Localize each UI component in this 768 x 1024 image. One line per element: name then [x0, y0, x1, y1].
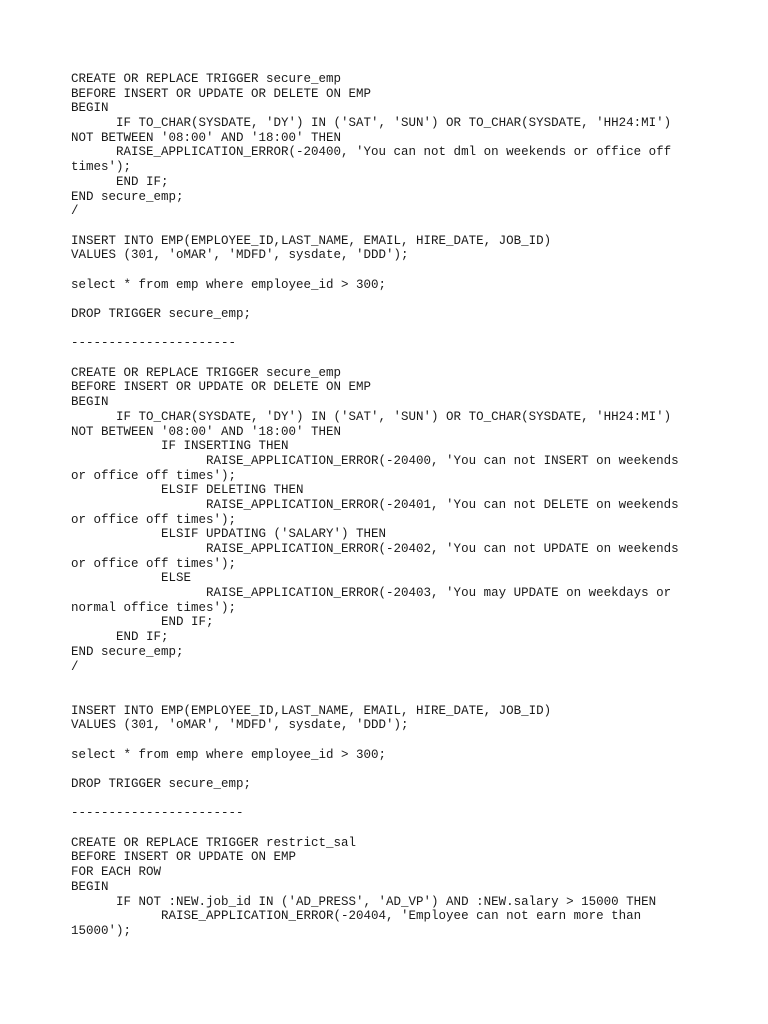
code-line: DROP TRIGGER secure_emp;: [71, 777, 252, 791]
code-line: /: [71, 659, 79, 674]
code-line: END IF;: [71, 615, 214, 630]
code-line: ELSE: [71, 571, 192, 586]
code-line: CREATE OR REPLACE TRIGGER secure_emp: [71, 365, 342, 380]
code-line: IF NOT :NEW.job_id IN ('AD_PRESS', 'AD_VP') AND :NEW.salary > 15000 THEN: [71, 894, 657, 909]
code-line: END IF;: [71, 630, 169, 645]
code-line: IF TO_CHAR(SYSDATE, 'DY') IN ('SAT', 'SUN') OR TO_CHAR(SYSDATE, 'HH24:MI'): [71, 409, 672, 424]
code-line: [71, 689, 711, 704]
code-line: -----------------------: [71, 806, 244, 821]
code-line: RAISE_APPLICATION_ERROR(-20400, 'You can not dml on weekends or office off: [71, 145, 672, 160]
code-line: NOT BETWEEN '08:00' AND '18:00' THEN: [71, 130, 342, 145]
code-line: BEFORE INSERT OR UPDATE ON EMP: [71, 850, 297, 865]
code-line: times');: [71, 160, 132, 175]
code-line: NOT BETWEEN '08:00' AND '18:00' THEN: [71, 424, 342, 439]
code-line: [71, 263, 711, 278]
code-line: [71, 821, 711, 836]
code-line: RAISE_APPLICATION_ERROR(-20404, 'Employee can not earn more than: [71, 909, 642, 924]
code-line: END IF;: [71, 174, 169, 189]
code-line: /: [71, 204, 79, 219]
code-line: RAISE_APPLICATION_ERROR(-20403, 'You may UPDATE on weekdays or: [71, 586, 672, 601]
code-line: [71, 733, 711, 748]
code-line: select * from emp where employee_id > 300;: [71, 747, 387, 762]
code-line: [71, 351, 711, 366]
code-line: ----------------------: [71, 336, 237, 351]
code-line: or office off times');: [71, 512, 237, 527]
code-line: BEGIN: [71, 101, 109, 116]
code-line: END secure_emp;: [71, 189, 184, 204]
code-line: normal office times');: [71, 600, 237, 615]
sql-code-block: [71, 72, 711, 939]
code-line: [71, 219, 711, 234]
code-line: VALUES (301, 'oMAR', 'MDFD', sysdate, 'DDD');: [71, 718, 409, 733]
code-line: [71, 674, 711, 689]
code-line: BEFORE INSERT OR UPDATE OR DELETE ON EMP: [71, 380, 372, 395]
code-line: [71, 762, 711, 777]
code-line: 15000');: [71, 923, 132, 938]
code-line: INSERT INTO EMP(EMPLOYEE_ID,LAST_NAME, EMAIL, HIRE_DATE, JOB_ID): [71, 703, 552, 718]
code-line: RAISE_APPLICATION_ERROR(-20401, 'You can not DELETE on weekends: [71, 497, 679, 512]
code-line: IF TO_CHAR(SYSDATE, 'DY') IN ('SAT', 'SUN') OR TO_CHAR(SYSDATE, 'HH24:MI'): [71, 116, 672, 131]
code-line: [71, 322, 711, 337]
code-line: IF INSERTING THEN: [71, 439, 289, 454]
code-line: CREATE OR REPLACE TRIGGER restrict_sal: [71, 835, 357, 850]
code-line: [71, 292, 711, 307]
code-line: or office off times');: [71, 556, 237, 571]
code-line: RAISE_APPLICATION_ERROR(-20400, 'You can not INSERT on weekends: [71, 453, 679, 468]
code-line: FOR EACH ROW: [71, 865, 162, 880]
code-line: BEFORE INSERT OR UPDATE OR DELETE ON EMP: [71, 86, 372, 101]
code-line: BEGIN: [71, 879, 109, 894]
code-line: DROP TRIGGER secure_emp;: [71, 307, 252, 321]
code-line: ELSIF UPDATING ('SALARY') THEN: [71, 527, 387, 542]
code-line: RAISE_APPLICATION_ERROR(-20402, 'You can not UPDATE on weekends: [71, 542, 679, 556]
code-line: BEGIN: [71, 395, 109, 410]
code-line: [71, 792, 711, 807]
code-line: or office off times');: [71, 468, 237, 483]
code-line: CREATE OR REPLACE TRIGGER secure_emp: [71, 72, 342, 86]
code-line: ELSIF DELETING THEN: [71, 483, 304, 498]
code-line: END secure_emp;: [71, 644, 184, 659]
code-line: INSERT INTO EMP(EMPLOYEE_ID,LAST_NAME, EMAIL, HIRE_DATE, JOB_ID): [71, 233, 552, 248]
code-line: select * from emp where employee_id > 300;: [71, 277, 387, 292]
code-line: VALUES (301, 'oMAR', 'MDFD', sysdate, 'DDD');: [71, 248, 409, 263]
